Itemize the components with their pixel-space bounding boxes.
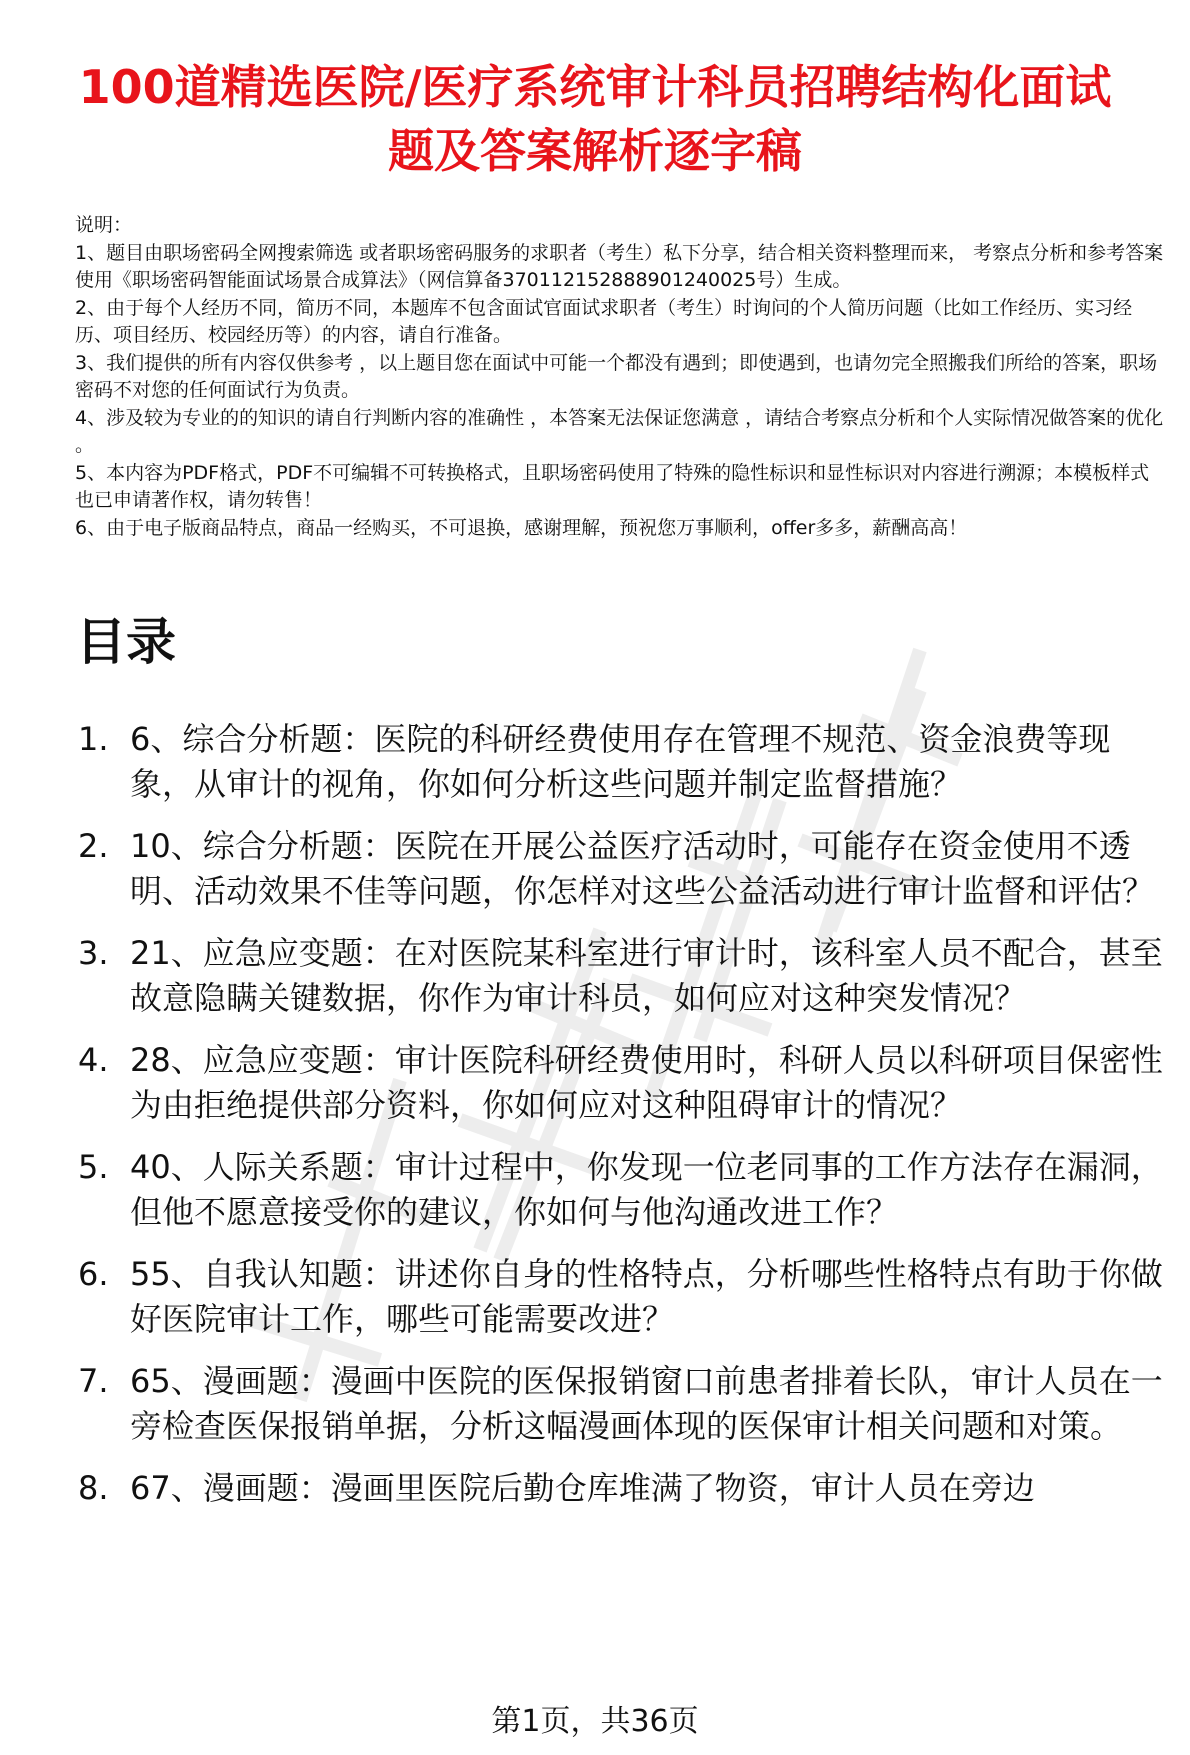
toc-item[interactable] xyxy=(78,1252,1168,1342)
toc-item-text: 55、自我认知题：讲述你自身的性格特点，分析哪些性格特点有助于你做好医院审计工作，哪些可能需要改进？ xyxy=(130,1255,1163,1338)
page-number-footer: 第1页，共36页 xyxy=(0,1702,1190,1742)
toc-item[interactable] xyxy=(78,824,1168,914)
toc-item-number: 7. xyxy=(78,1362,109,1400)
note-item: 5、本内容为PDF格式，PDF不可编辑不可转换格式，且职场密码使用了特殊的隐性标识和显性标识对内容进行溯源；本模板样式也已申请著作权，请勿转售！ xyxy=(75,461,1150,511)
toc-item[interactable] xyxy=(78,1359,1168,1449)
toc-heading: 目录 xyxy=(76,613,176,671)
toc-item-number: 2. xyxy=(78,827,109,865)
toc-item-text: 6、综合分析题：医院的科研经费使用存在管理不规范、资金浪费等现象，从审计的视角，你如何分析这些问题并制定监督措施？ xyxy=(130,720,1111,803)
note-item: 1、题目由职场密码全网搜索筛选 或者职场密码服务的求职者（考生）私下分享，结合相关资料整理而来， 考察点分析和参考答案使用《职场密码智能面试场景合成算法》（网信算备370112152888901240025号）生成。 xyxy=(75,241,1164,291)
note-item: 6、由于电子版商品特点，商品一经购买，不可退换，感谢理解，预祝您万事顺利，offer多多，薪酬高高！ xyxy=(75,516,968,539)
toc-item[interactable] xyxy=(78,931,1168,1021)
toc-item-text: 40、人际关系题：审计过程中，你发现一位老同事的工作方法存在漏洞，但他不愿意接受你的建议，你如何与他沟通改进工作？ xyxy=(130,1148,1163,1231)
toc-item-text: 65、漫画题：漫画中医院的医保报销窗口前患者排着长队，审计人员在一旁检查医保报销单据，分析这幅漫画体现的医保审计相关问题和对策。 xyxy=(130,1362,1163,1445)
note-item: 3、我们提供的所有内容仅供参考 ，以上题目您在面试中可能一个都没有遇到；即使遇到，也请勿完全照搬我们所给的答案，职场密码不对您的任何面试行为负责。 xyxy=(75,351,1158,401)
toc-item-text: 28、应急应变题：审计医院科研经费使用时，科研人员以科研项目保密性为由拒绝提供部分资料，你如何应对这种阻碍审计的情况？ xyxy=(130,1041,1163,1124)
toc-item-number: 6. xyxy=(78,1255,109,1293)
toc-item[interactable] xyxy=(78,1145,1168,1235)
toc-item-number: 8. xyxy=(78,1469,109,1507)
toc-item-text: 21、应急应变题：在对医院某科室进行审计时，该科室人员不配合，甚至故意隐瞒关键数据，你作为审计科员，如何应对这种突发情况？ xyxy=(130,934,1163,1017)
toc-item-number: 3. xyxy=(78,934,109,972)
toc-item-number: 5. xyxy=(78,1148,109,1186)
note-item: 2、由于每个人经历不同，简历不同，本题库不包含面试官面试求职者（考生）时询问的个人简历问题（比如工作经历、实习经历、项目经历、校园经历等）的内容，请自行准备。 xyxy=(75,296,1133,346)
table-of-contents xyxy=(78,717,1168,1528)
document-title: 100道精选医院/医疗系统审计科员招聘结构化面试题及答案解析逐字稿 xyxy=(78,60,1112,178)
toc-item-text: 10、综合分析题：医院在开展公益医疗活动时，可能存在资金使用不透明、活动效果不佳等问题，你怎样对这些公益活动进行审计监督和评估？ xyxy=(130,827,1155,910)
toc-item-number: 1. xyxy=(78,720,109,758)
toc-item[interactable] xyxy=(78,717,1168,807)
toc-item[interactable] xyxy=(78,1466,1168,1511)
toc-item-number: 4. xyxy=(78,1041,109,1079)
note-item: 4、涉及较为专业的的知识的请自行判断内容的准确性 ，本答案无法保证您满意 ，请结合考察点分析和个人实际情况做答案的优化 。 xyxy=(75,406,1164,456)
notes-heading: 说明： xyxy=(75,214,133,236)
toc-item-text: 67、漫画题：漫画里医院后勤仓库堆满了物资，审计人员在旁边 xyxy=(130,1469,1035,1507)
notes-section xyxy=(75,212,1165,542)
toc-item[interactable] xyxy=(78,1038,1168,1128)
